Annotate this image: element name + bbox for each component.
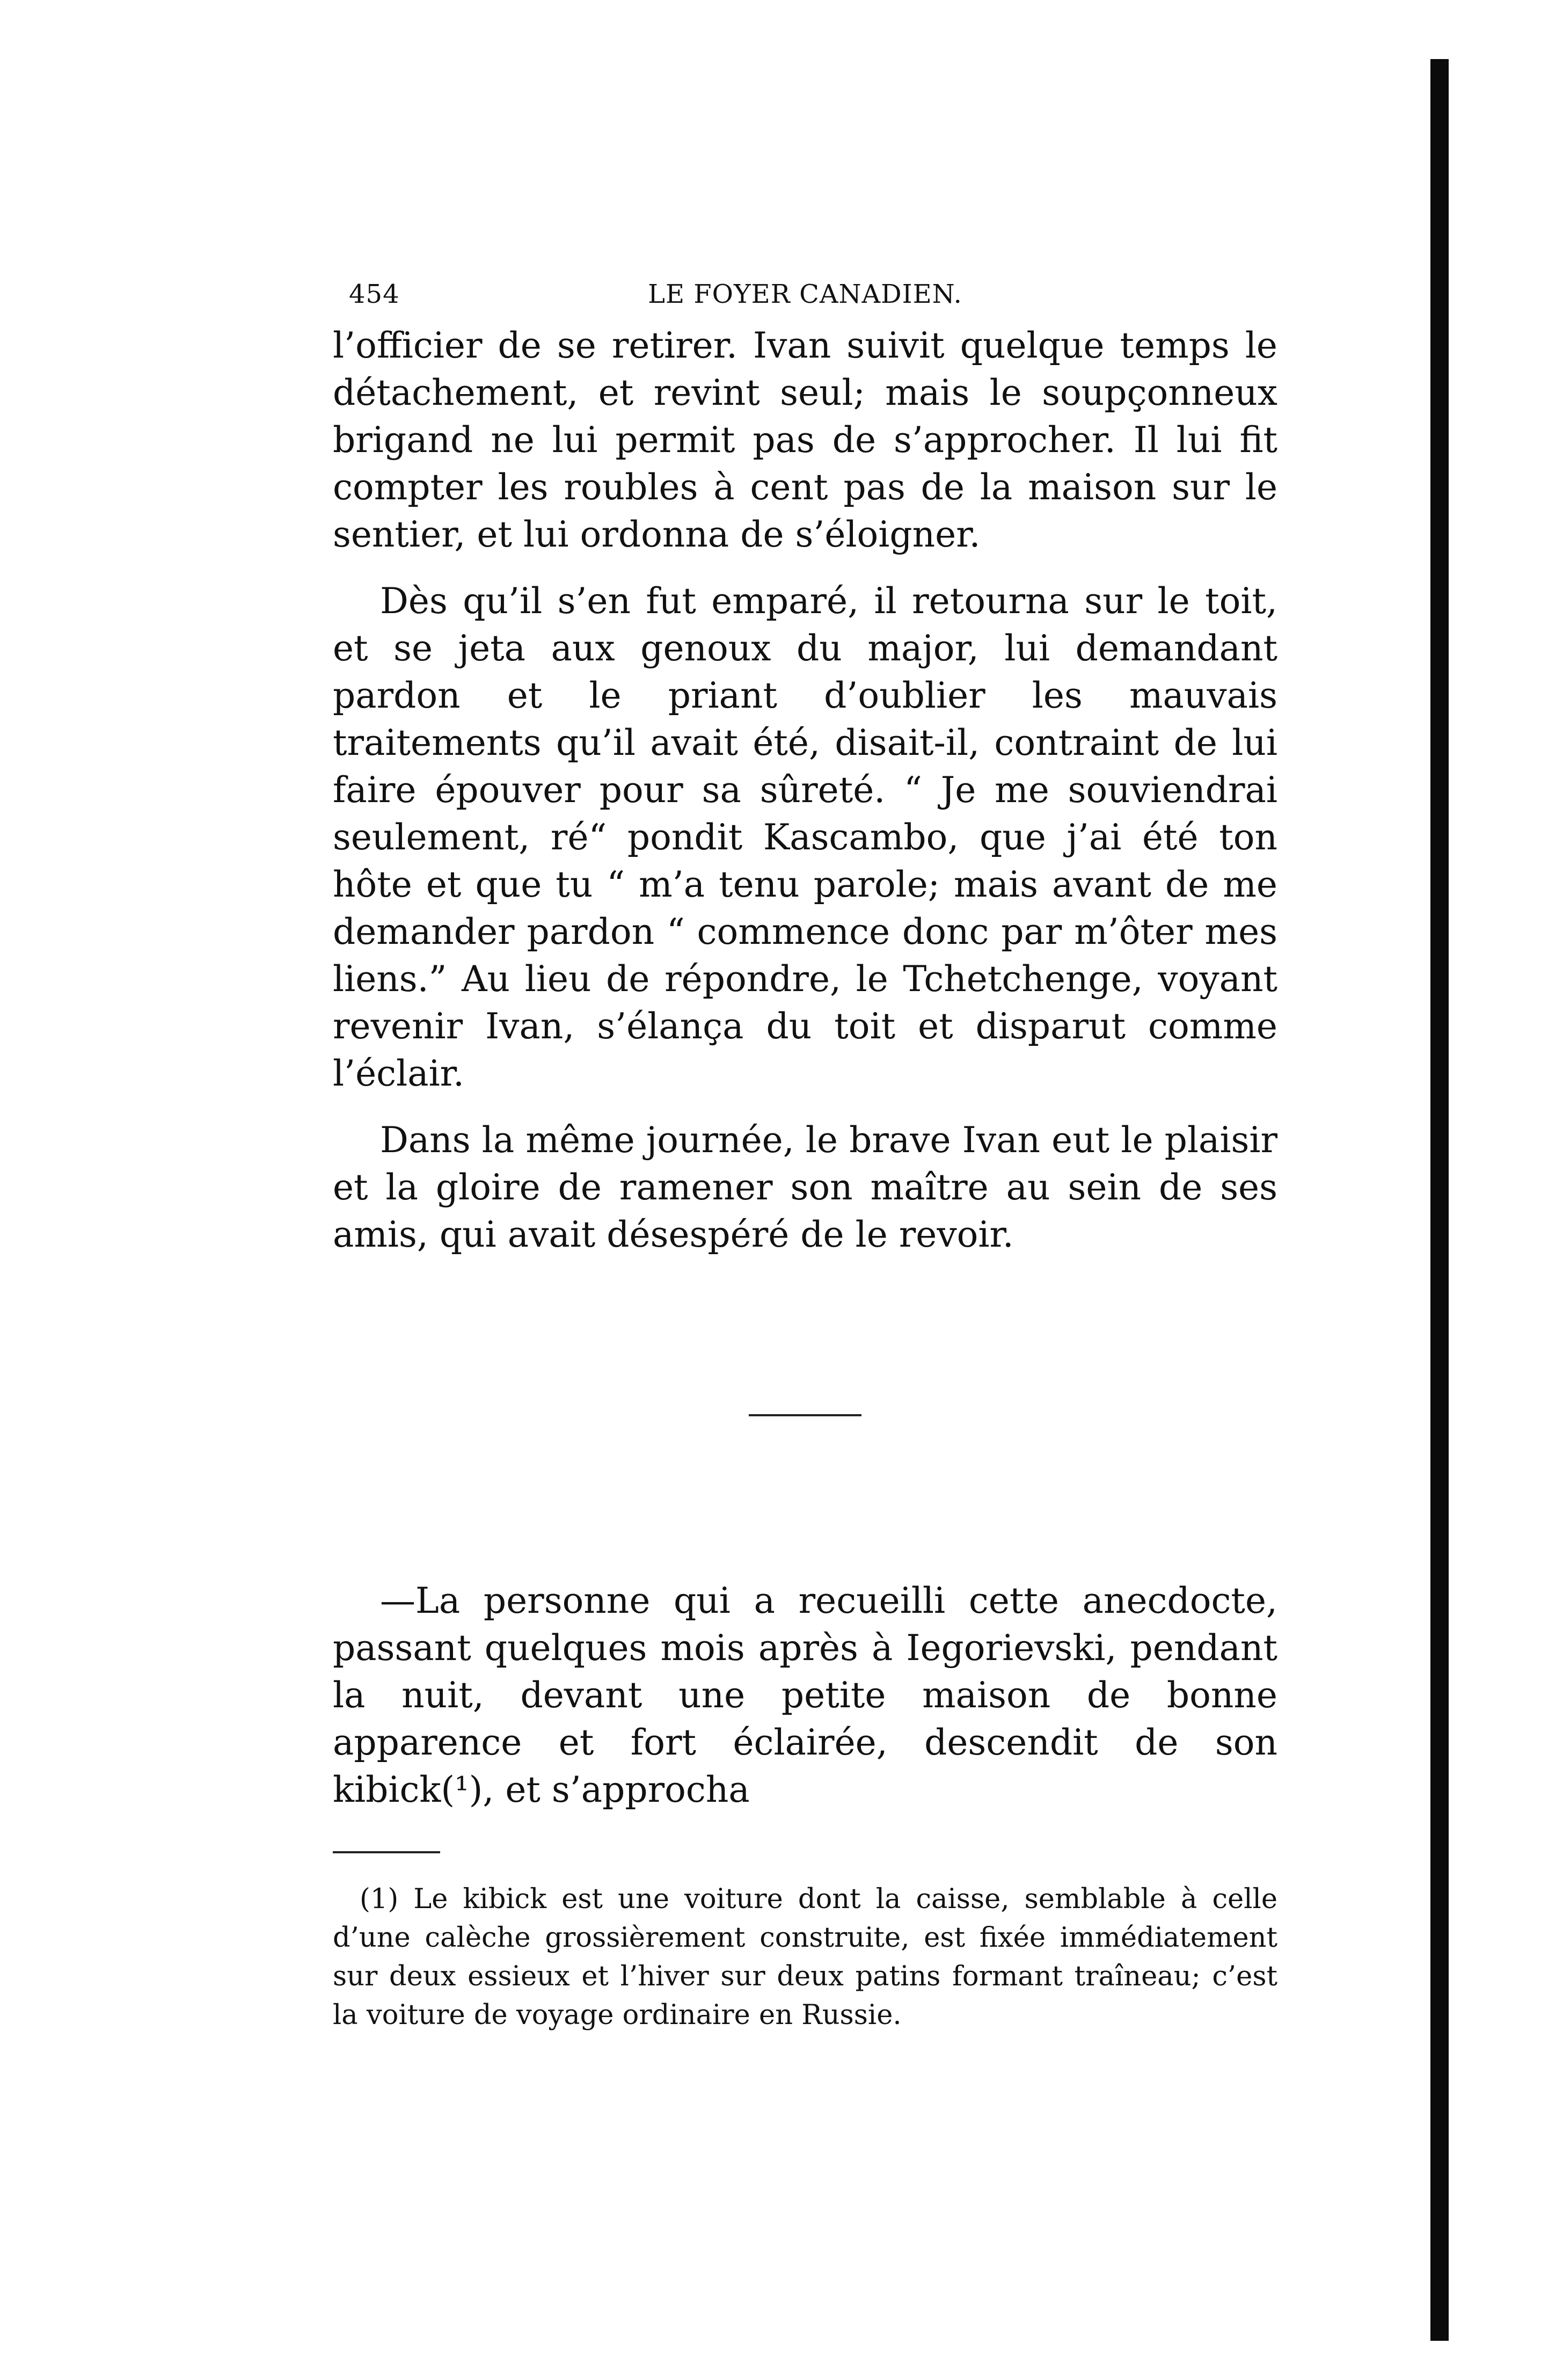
body-text [333, 322, 1277, 1814]
paragraph-2: Dès qu’il s’en fut emparé, il retourna sur le toit, et se jeta aux genoux du major, lui demandant pardon et le priant d’oublier les mauvais traitements qu’il avait été, disait-il, contraint de lui faire épouver pour sa sûreté. “ Je me souviendrai seulement, ré“ pondit Kascambo, que j’ai été ton hôte et que tu “ m’a tenu parole; mais avant de me demander pardon “ commence donc par m’ôter mes liens.” Au lieu de répondre, le Tchetchenge, voyant revenir Ivan, s’élança du toit et disparut comme l’éclair. [333, 580, 1277, 1094]
page-number: 454 [349, 279, 400, 309]
scan-edge-shadow [1430, 59, 1449, 2341]
book-page [333, 279, 1277, 2035]
paragraph-1: l’officier de se retirer. Ivan suivit quelque temps le détachement, et revint seul; mais le soupçonneux brigand ne lui permit pas de s’approcher. Il lui fit compter les roubles à cent pas de la maison sur le sentier, et lui ordonna de s’éloigner. [333, 325, 1277, 555]
footnote [333, 1880, 1277, 2035]
running-head [333, 279, 1277, 322]
footnote-text: (1) Le kibick est une voiture dont la caisse, semblable à celle d’une calèche grossièrement construite, est fixée immédiatement sur deux essieux et l’hiver sur deux patins formant traîneau; c’est la voiture de voyage ordinaire en Russie. [333, 1883, 1277, 2031]
section-divider [749, 1414, 861, 1416]
footnote-rule [333, 1851, 440, 1853]
paragraph-4: —La personne qui a recueilli cette anecdocte, passant quelques mois après à Iegorievski, pendant la nuit, devant une petite maison de bonne apparence et fort éclairée, descendit de son kibick(¹), et s’approcha [333, 1580, 1277, 1810]
paragraph-3: Dans la même journée, le brave Ivan eut le plaisir et la gloire de ramener son maître au sein de ses amis, qui avait désespéré de le revoir. [333, 1119, 1277, 1255]
running-title: LE FOYER CANADIEN. [648, 279, 962, 309]
